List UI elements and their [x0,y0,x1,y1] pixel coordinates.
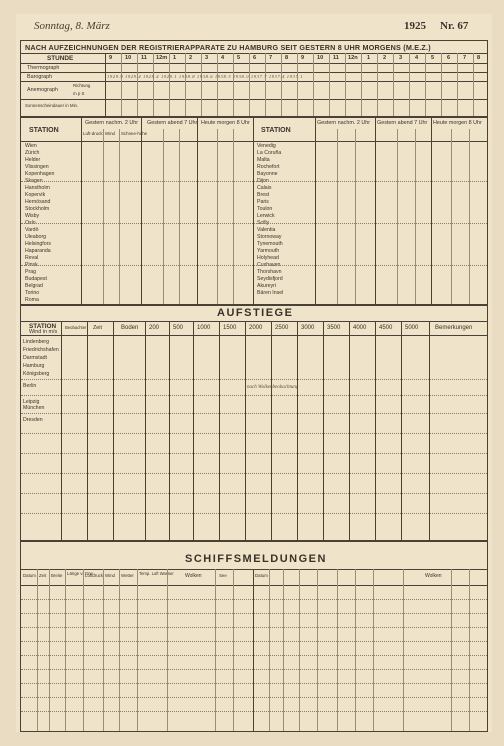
altitude-cell: 500 [173,325,184,331]
hour-cell: 9 [109,55,113,61]
registry-thermo-label: Thermograph [27,65,60,71]
altitude-cell: 2000 [249,325,263,331]
hour-cell: 12m [156,55,168,61]
aufstiege-note: nach Wolkenbeobachtung [247,385,299,390]
hour-cell: 6 [253,55,257,61]
aufstieg-station: Friedrichshafen [23,347,59,353]
aufstieg-station: Berlin [23,383,37,389]
hour-cell: 9 [301,55,305,61]
altitude-cell: 3500 [327,325,341,331]
schiffs-col-lat: Breite [51,573,63,578]
station-name: Haparanda [25,248,51,254]
station-name: Malta [257,157,270,163]
station-name: Helsingfors [25,241,51,247]
station-name: Hanstholm [25,185,50,191]
station-name: La Coruña [257,150,282,156]
station-name: Toulon [257,206,273,212]
station-name: Dijon [257,178,269,184]
registry-baro-values: 1929.9 1929.4 1929.4 1929.1 1938.8 1938.6 1938.3 1938.0 1937.7 1937.4 1937.1 [107,74,304,79]
station-name: Tynemouth [257,241,283,247]
aufstiege-altitudes [21,325,487,335]
aufstiege-observer-head: Beobachter [65,325,87,330]
aufstiege-wind-head: Wind in m/s [29,329,58,335]
aufstieg-station: Leipzig [23,399,40,405]
registry-hour-label: STUNDE [47,55,74,62]
altitude-cell: 1500 [223,325,237,331]
hour-cell: 10 [125,55,132,61]
station-name: Brest [257,192,270,198]
registry-hours [105,55,487,63]
station-name: Venedig [257,143,276,149]
station-name: Skagen [25,178,43,184]
subcol-wind: Wind [105,131,116,136]
station-name: Wien [25,143,37,149]
station-name: Lerwick [257,213,275,219]
altitude-cell: 2500 [275,325,289,331]
sheet-year: 1925 [404,20,426,32]
station-name: Valentia [257,227,276,233]
hour-cell: 2 [383,55,387,61]
station-name: Holyhead [257,255,279,261]
schiffs-col-temp: Temp. Luft Wasser [139,571,174,576]
hour-cell: 5 [431,55,435,61]
registry-sunshine-label: Sonnenscheindauer in Min. [25,103,79,108]
schiffs-col-lon: Länge v. Grw. [67,571,94,576]
hour-cell: 10 [317,55,324,61]
station-name: Vardö [25,227,39,233]
station-name: Zürich [25,150,40,156]
altitude-cell: 3000 [301,325,315,331]
altitude-cell: 1000 [197,325,211,331]
registry-anemo-label: Anemograph [27,87,58,93]
station-name: Kopenhagen [25,171,55,177]
schiffs-col-sea: See [219,573,227,578]
hour-cell: 3 [399,55,403,61]
schiffs-col-weather: Wetter [121,573,134,578]
aufstieg-station: Hamburg [23,363,45,369]
station-name: Vlissingen [25,164,49,170]
aufstiege-ground-head: Boden [121,325,139,331]
station-name: Helder [25,157,41,163]
schiffs-title: SCHIFFSMELDUNGEN [185,553,327,565]
aufstieg-station: Königsberg [23,371,50,377]
aufstiege-section [20,304,488,542]
station-name: Belgrad [25,283,43,289]
weather-sheet [16,14,492,732]
group-this-morning: Heute morgen 8 Uhr [201,120,250,126]
aufstiege-station-head: STATION [29,323,57,330]
group-yesterday-evening-r: Gestern abend 7 Uhr [377,120,428,126]
sheet-date: Sonntag, 8. März [34,20,110,32]
station-name: Stornoway [257,234,282,240]
station-col-left: STATION [29,127,59,134]
hour-cell: 4 [221,55,225,61]
station-name: Roma [25,297,39,303]
hour-cell: 8 [285,55,289,61]
altitude-cell: 4000 [353,325,367,331]
schiffsmeldungen-section [20,540,488,732]
registry-anemo-speed: m p S [73,91,85,96]
hour-cell: 7 [269,55,273,61]
station-col-right: STATION [261,127,291,134]
aufstiege-remarks-head: Bemerkungen [435,325,473,331]
hour-cell: 11 [141,55,147,61]
schiffs-col-pressure: Luftdruck [85,573,104,578]
station-name: Torino [25,290,40,296]
group-yesterday-evening: Gestern abend 7 Uhr [147,120,198,126]
station-name: Thorshavn [257,269,282,275]
hour-cell: 1 [367,55,371,61]
hour-cell: 2 [189,55,193,61]
registry-baro-label: Barograph [27,74,53,80]
registry-anemo-dir: Richtung [73,83,91,88]
aufstiege-title: AUFSTIEGE [217,307,294,319]
station-name: Kopervik [25,192,46,198]
subcol-pressure: Luft-druck [83,131,103,136]
group-yesterday-afternoon-r: Gestern nachm. 2 Uhr [317,120,371,126]
hour-cell: 5 [237,55,241,61]
altitude-cell: 200 [149,325,160,331]
registry-section [20,40,488,118]
station-name: Pinsk [25,262,38,268]
station-name: Stockholm [25,206,50,212]
hour-cell: 3 [205,55,209,61]
station-name: Hernösand [25,199,51,205]
station-name: Uleaborg [25,234,47,240]
hour-cell: 4 [415,55,419,61]
hour-cell: 6 [447,55,451,61]
station-name: Seydisfjord [257,276,283,282]
group-yesterday-afternoon: Gestern nachm. 2 Uhr [85,120,139,126]
schiffs-col-clouds: Wolken [185,573,202,579]
station-name: Rochefort [257,164,280,170]
sheet-number: Nr. 67 [440,20,469,32]
station-name: Oslo [25,220,36,226]
hour-cell: 12n [348,55,358,61]
schiffs-col-clouds-r: Wolken [425,573,442,579]
aufstieg-station: Dresden [23,417,43,423]
hour-cell: 1 [173,55,177,61]
aufstieg-station: München [23,405,45,411]
station-name: Calais [257,185,272,191]
aufstiege-time-head: Zeit [93,325,102,331]
altitude-cell: 5000 [405,325,419,331]
subcol-snow: Schnee-höhe [121,131,148,136]
station-name: Yarmouth [257,248,280,254]
hour-cell: 11 [333,55,339,61]
station-name: Budapest [25,276,47,282]
station-name: Akureyri [257,283,277,289]
station-name: Bären Insel [257,290,284,296]
station-name: Bayonne [257,171,278,177]
altitude-cell: 4500 [379,325,393,331]
station-name: Scilly [257,220,270,226]
registry-title: NACH AUFZEICHNUNGEN DER REGISTRIERAPPARATE ZU HAMBURG SEIT GESTERN 8 UHR MORGENS (M.E.Z.) [25,43,431,52]
station-name: Reval [25,255,39,261]
station-name: Cuxhaven [257,262,281,268]
aufstieg-station: Darmstadt [23,355,47,361]
hour-cell: 8 [477,55,481,61]
station-name: Paris [257,199,269,205]
schiffs-col-date: Datum [23,573,36,578]
station-name: Prag [25,269,36,275]
station-table [20,116,488,306]
aufstieg-station: Lindenberg [23,339,49,345]
hour-cell: 7 [463,55,467,61]
group-this-morning-r: Heute morgen 8 Uhr [433,120,482,126]
station-name: Wisby [25,213,40,219]
schiffs-col-time: Zeit [39,573,47,578]
schiffs-col-date-r: Datum [255,573,268,578]
schiffs-col-wind: Wind [105,573,116,578]
